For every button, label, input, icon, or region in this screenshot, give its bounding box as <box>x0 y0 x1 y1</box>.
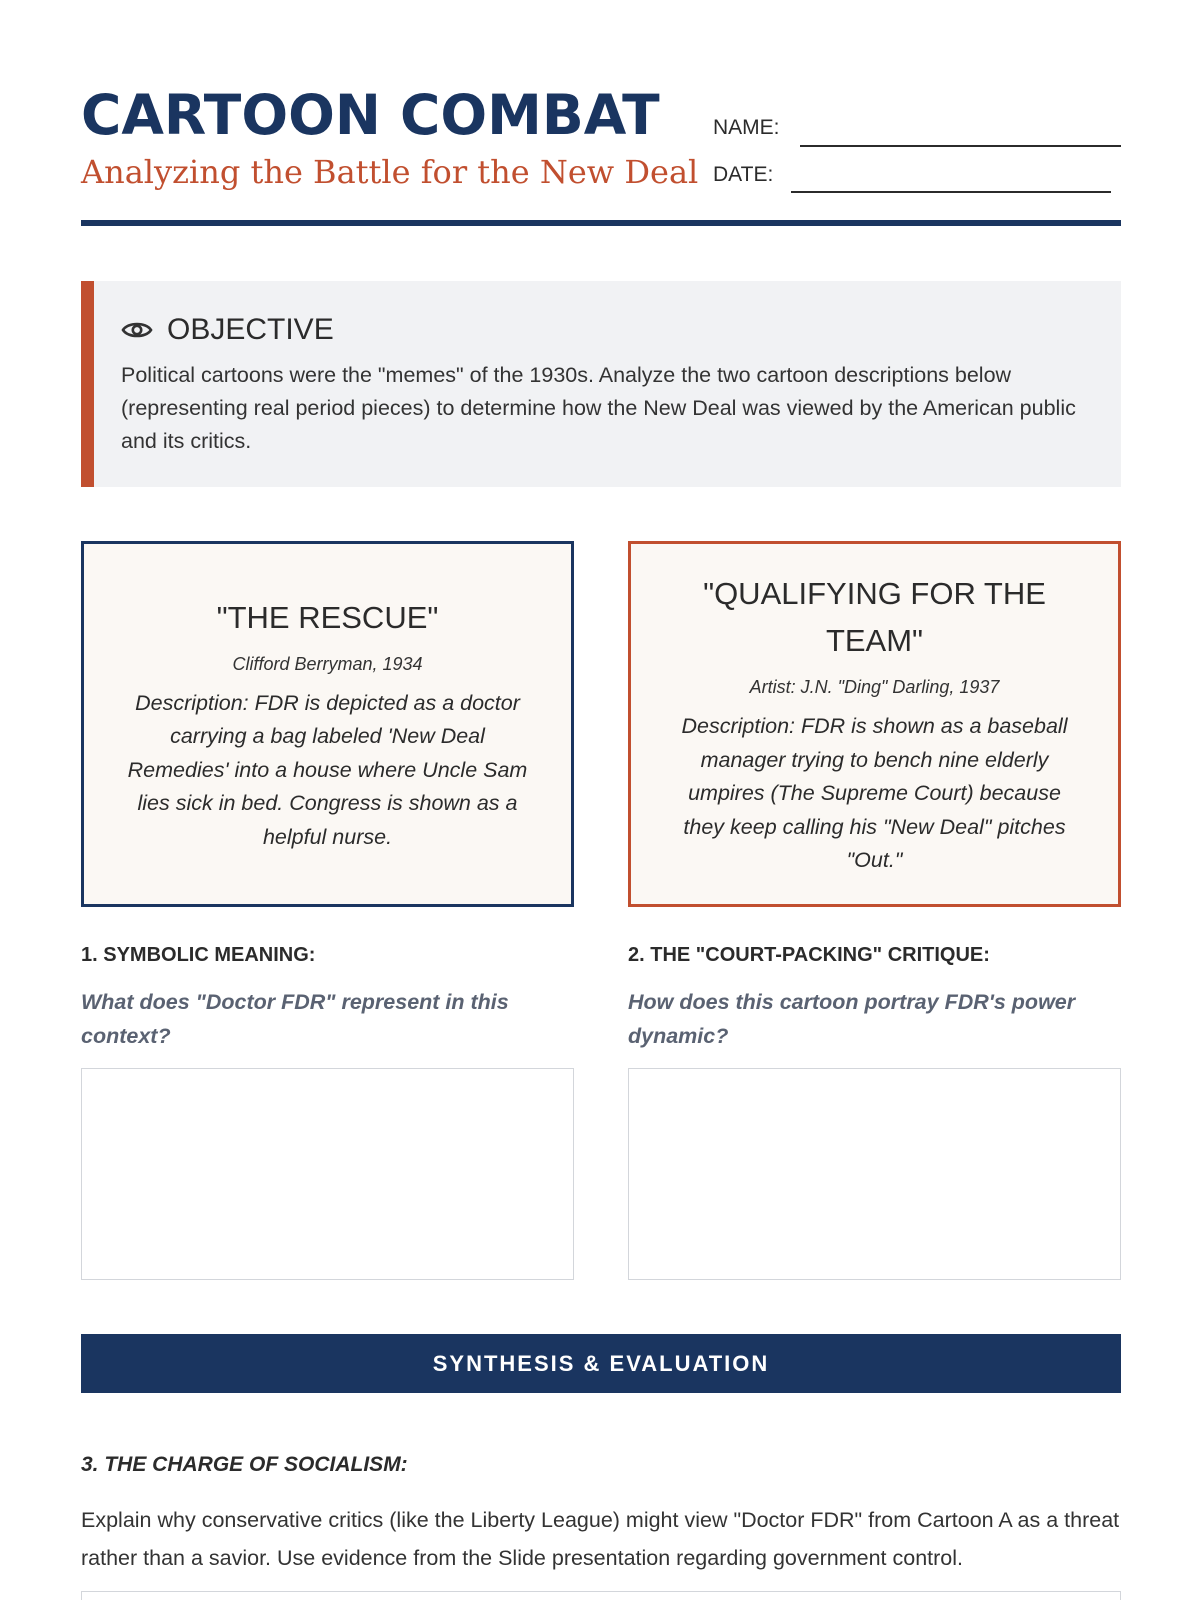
cartoon-artist: Clifford Berryman, 1934 <box>232 653 423 674</box>
cartoon-artist: Artist: J.N. "Ding" Darling, 1937 <box>749 677 1000 698</box>
question-label: 1. SYMBOLIC MEANING: <box>81 944 316 966</box>
answer-box-3[interactable] <box>81 1591 1121 1600</box>
date-label: DATE: <box>713 163 774 186</box>
question-label: 2. THE "COURT-PACKING" CRITIQUE: <box>628 944 990 966</box>
worksheet-title: CARTOON COMBAT <box>81 83 660 147</box>
cartoon-card-b <box>628 541 1121 907</box>
header-divider <box>81 220 1121 226</box>
question-prompt: How does this cartoon portray FDR's power dynamic? <box>628 990 1076 1048</box>
question-3-label: 3. THE CHARGE OF SOCIALISM: <box>81 1453 408 1476</box>
objective-title: OBJECTIVE <box>167 313 334 346</box>
date-field[interactable] <box>791 191 1111 193</box>
cartoon-title: "QUALIFYING FOR THE TEAM" <box>703 576 1046 659</box>
worksheet-page <box>81 0 1121 1600</box>
worksheet-subtitle: Analyzing the Battle for the New Deal <box>81 153 699 191</box>
cartoon-description: Description: FDR is shown as a baseball manager trying to bench nine elderly umpires (The Supreme Court) because they keep calling his "New Deal" pitches "Out." <box>681 714 1068 873</box>
answer-box-2[interactable] <box>628 1068 1121 1280</box>
question-1 <box>81 940 574 1053</box>
question-2 <box>628 940 1121 1053</box>
cartoon-card-a <box>81 541 574 907</box>
answer-box-1[interactable] <box>81 1068 574 1280</box>
question-prompt: What does "Doctor FDR" represent in this context? <box>81 990 509 1048</box>
worksheet-header <box>81 84 1121 224</box>
objective-text: Political cartoons were the "memes" of the 1930s. Analyze the two cartoon descriptions below (representing real period pieces) to determine how the New Deal was viewed by the American public and its critics. <box>121 363 1076 453</box>
name-label: NAME: <box>713 116 780 139</box>
objective-heading <box>121 313 334 347</box>
question-3-text: Explain why conservative critics (like the Liberty League) might view "Doctor FDR" from Cartoon A as a threat rather than a savior. Use evidence from the Slide presentation regarding government control. <box>81 1508 1120 1570</box>
cartoon-title: "THE RESCUE" <box>216 599 439 635</box>
cartoon-description: Description: FDR is depicted as a doctor carrying a bag labeled 'New Deal Remedies' into a house where Uncle Sam lies sick in bed. Congress is shown as a helpful nurse. <box>127 690 528 849</box>
objective-panel <box>81 281 1121 487</box>
name-field[interactable] <box>800 145 1121 147</box>
eye-icon <box>121 319 153 341</box>
synthesis-banner: SYNTHESIS & EVALUATION <box>81 1334 1121 1393</box>
